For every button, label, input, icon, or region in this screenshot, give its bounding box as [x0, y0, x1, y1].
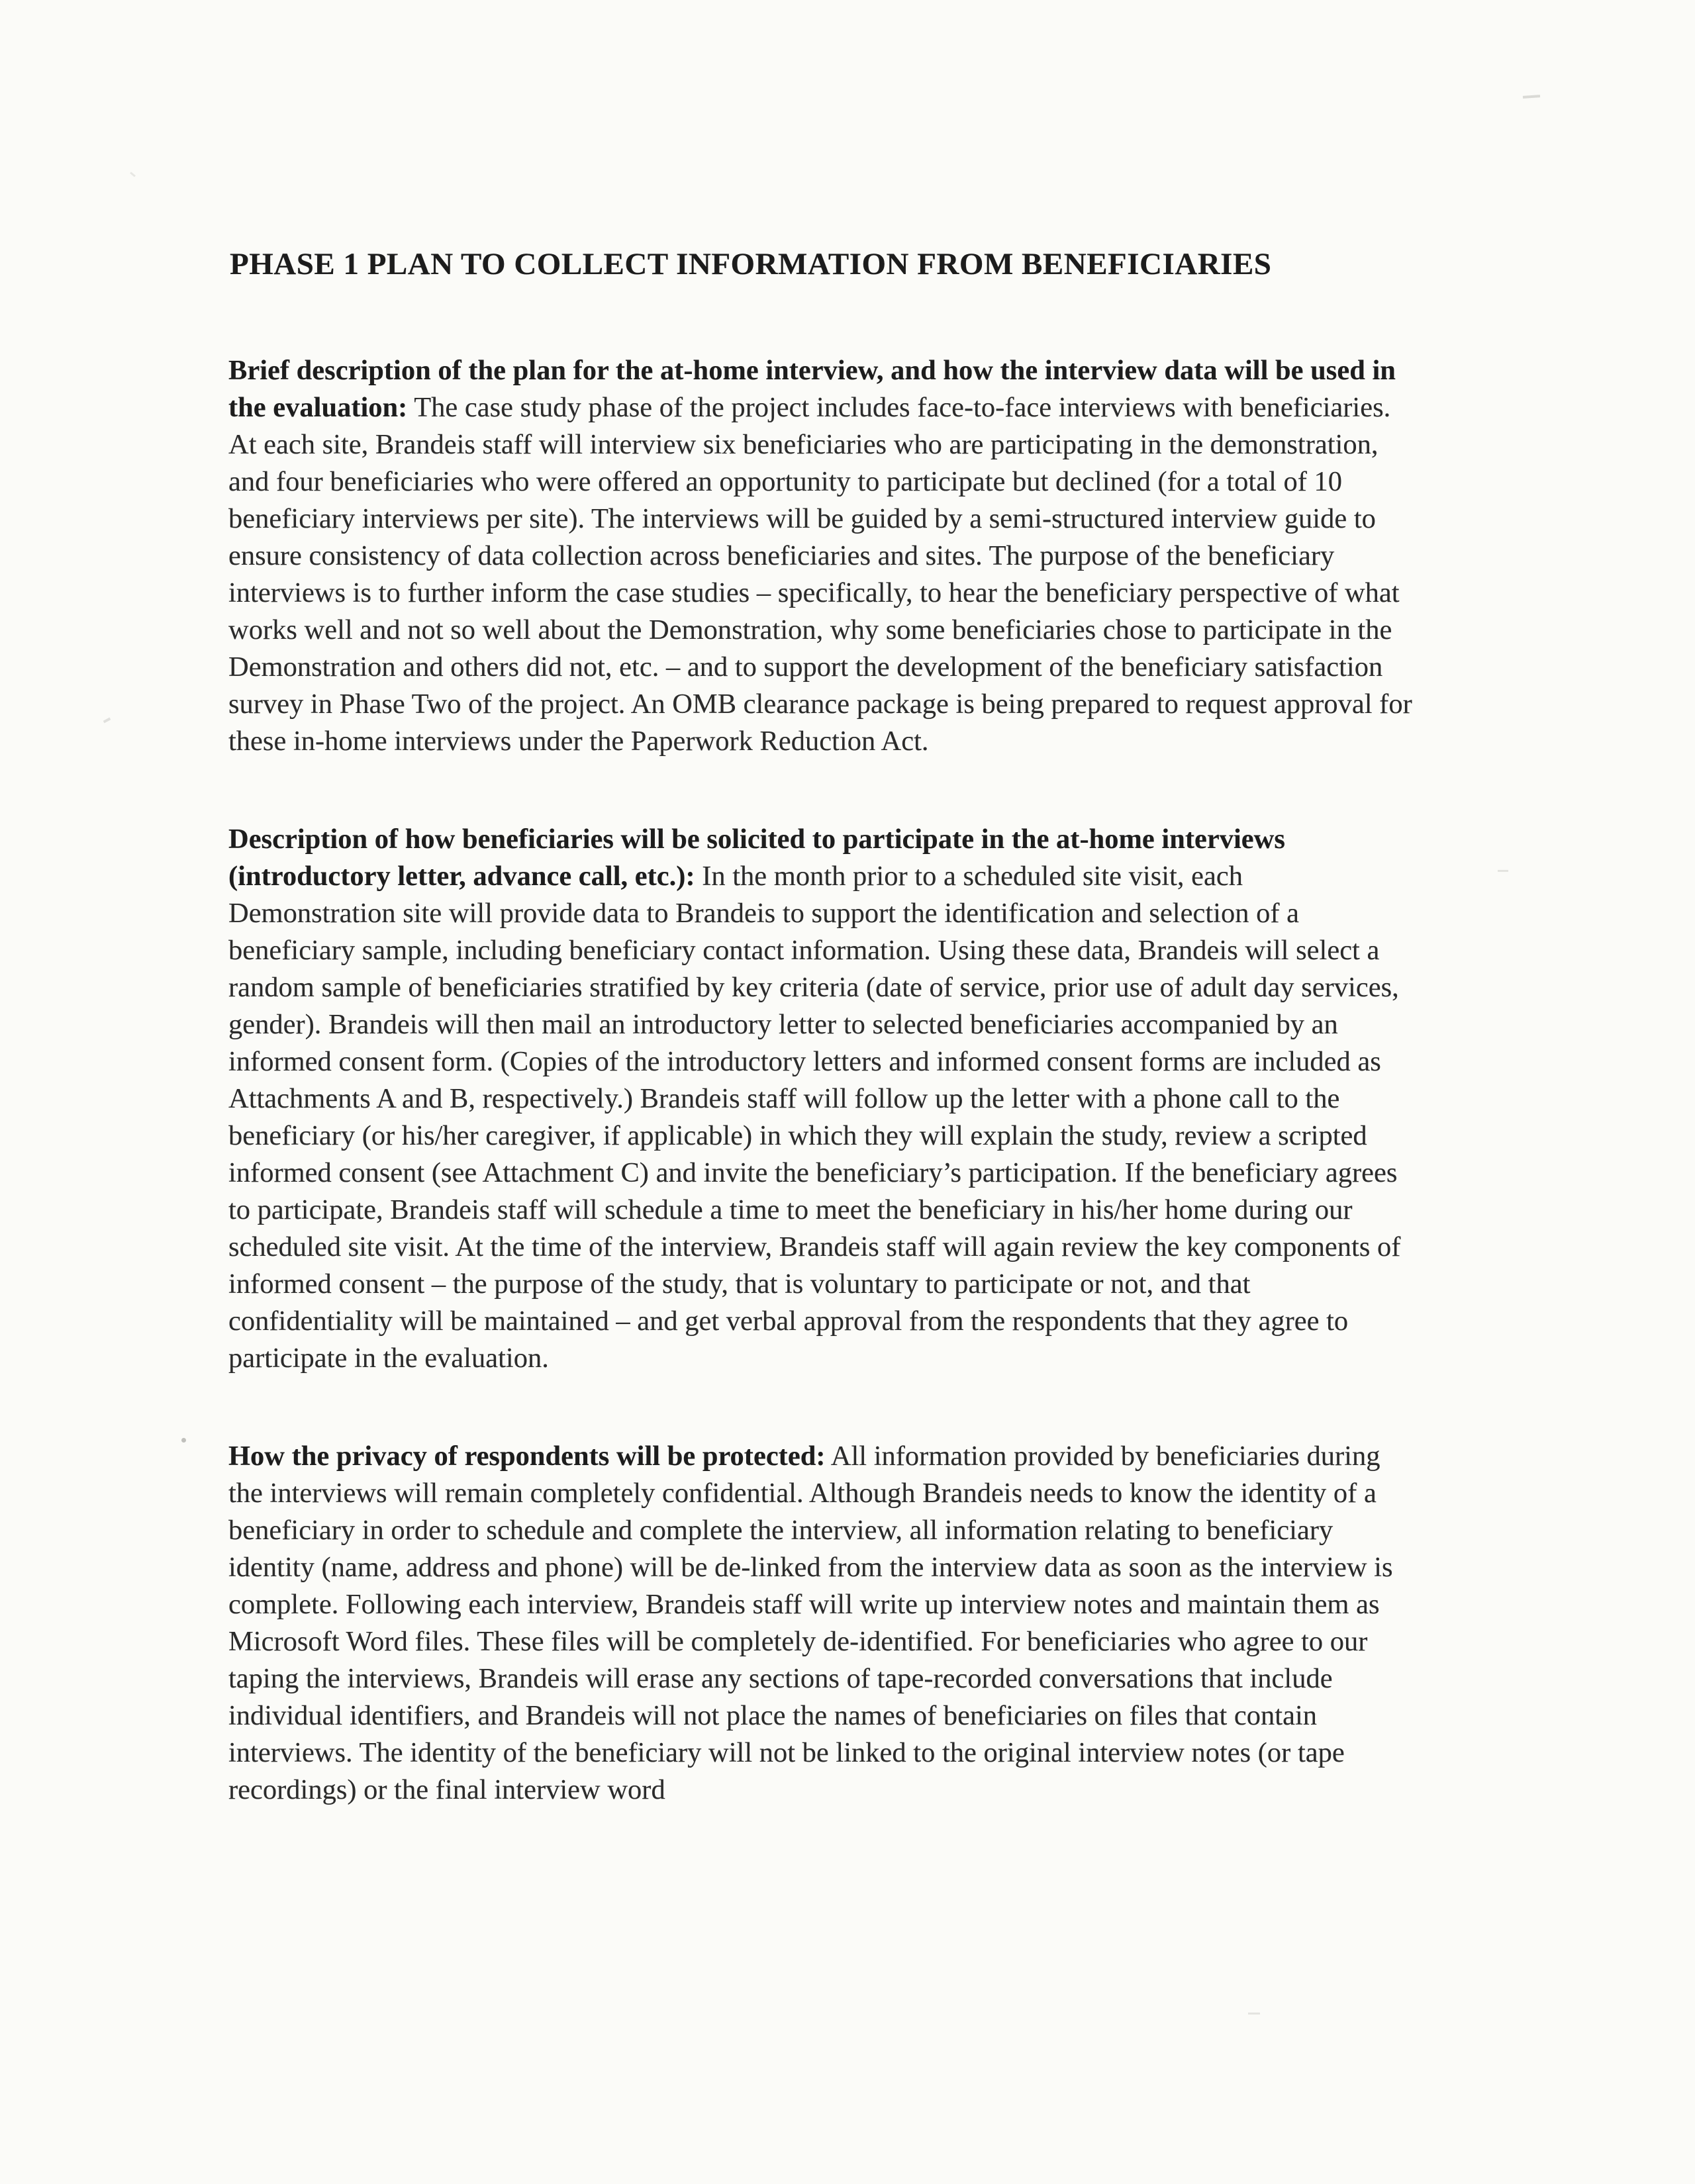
paragraph-solicitation-body: In the month prior to a scheduled site visit, each Demonstration site will provide data to Brandeis to support the identification and selection of a beneficiary sample, including beneficiary contact information. Using these data, Brandeis will select a random sample of beneficiaries stratified by key criteria (date of service, prior use of adult day services, gender). Brandeis will then mail an introductory letter to selected beneficiaries accompanied by an informed consent form. (Copies of the introductory letters and informed consent forms are included as Attachments A and B, respectively.) Brandeis staff will follow up the letter with a phone call to the beneficiary (or his/her caregiver, if applicable) in which they will explain the study, review a scripted informed consent (see Attachment C) and invite the beneficiary’s participation. If the beneficiary agrees to participate, Brandeis staff will schedule a time to meet the beneficiary in his/her home during our scheduled site visit. At the time of the interview, Brandeis staff will again review the key components of informed consent – the purpose of the study, that is voluntary to participate or not, and that confidentiality will be maintained – and get verbal approval from the respondents that they agree to participate in the evaluation.: [228, 861, 1401, 1374]
paragraph-interview-plan: [228, 352, 1417, 760]
scan-artifact: [1498, 870, 1508, 872]
scan-artifact: [1523, 95, 1540, 99]
paragraph-privacy-body: All information provided by beneficiaries during the interviews will remain completely confidential. Although Brandeis needs to know the identity of a beneficiary in order to schedule and complete the interview, all information relating to beneficiary identity (name, address and phone) will be de-linked from the interview data as soon as the interview is complete. Following each interview, Brandeis staff will write up interview notes and maintain them as Microsoft Word files. These files will be completely de-identified. For beneficiaries who agree to our taping the interviews, Brandeis will erase any sections of tape-recorded conversations that include individual identifiers, and Brandeis will not place the names of beneficiaries on files that contain interviews. The identity of the beneficiary will not be linked to the original interview notes (or tape recordings) or the final interview word: [228, 1441, 1393, 1805]
scan-artifact: [1248, 2013, 1260, 2015]
page-title: PHASE 1 PLAN TO COLLECT INFORMATION FROM BENEFICIARIES: [230, 247, 1272, 281]
paragraph-solicitation-heading: Description of how beneficiaries will be solicited to participate in the at-home interviews (introductory letter, advance call, etc.):: [228, 824, 1285, 892]
paragraph-interview-plan-body: The case study phase of the project includes face-to-face interviews with beneficiaries. At each site, Brandeis staff will interview six beneficiaries who are participating in the demonstration, and four beneficiaries who were offered an opportunity to participate but declined (for a total of 10 beneficiary interviews per site). The interviews will be guided by a semi-structured interview guide to ensure consistency of data collection across beneficiaries and sites. The purpose of the beneficiary interviews is to further inform the case studies – specifically, to hear the beneficiary perspective of what works well and not so well about the Demonstration, why some beneficiaries chose to participate in the Demonstration and others did not, etc. – and to support the development of the beneficiary satisfaction survey in Phase Two of the project. An OMB clearance package is being prepared to request approval for these in-home interviews under the Paperwork Reduction Act.: [228, 392, 1412, 757]
document-page: [228, 246, 1417, 1870]
scan-artifact: [130, 171, 136, 177]
paragraph-interview-plan-heading: Brief description of the plan for the at-home interview, and how the interview data will be used in the evaluation:: [228, 355, 1396, 423]
scan-artifact: [103, 718, 111, 724]
paragraph-privacy-heading: How the privacy of respondents will be protected:: [228, 1441, 826, 1472]
paragraph-privacy: [228, 1438, 1417, 1809]
scan-artifact: [181, 1438, 186, 1443]
paragraph-solicitation: [228, 821, 1417, 1377]
